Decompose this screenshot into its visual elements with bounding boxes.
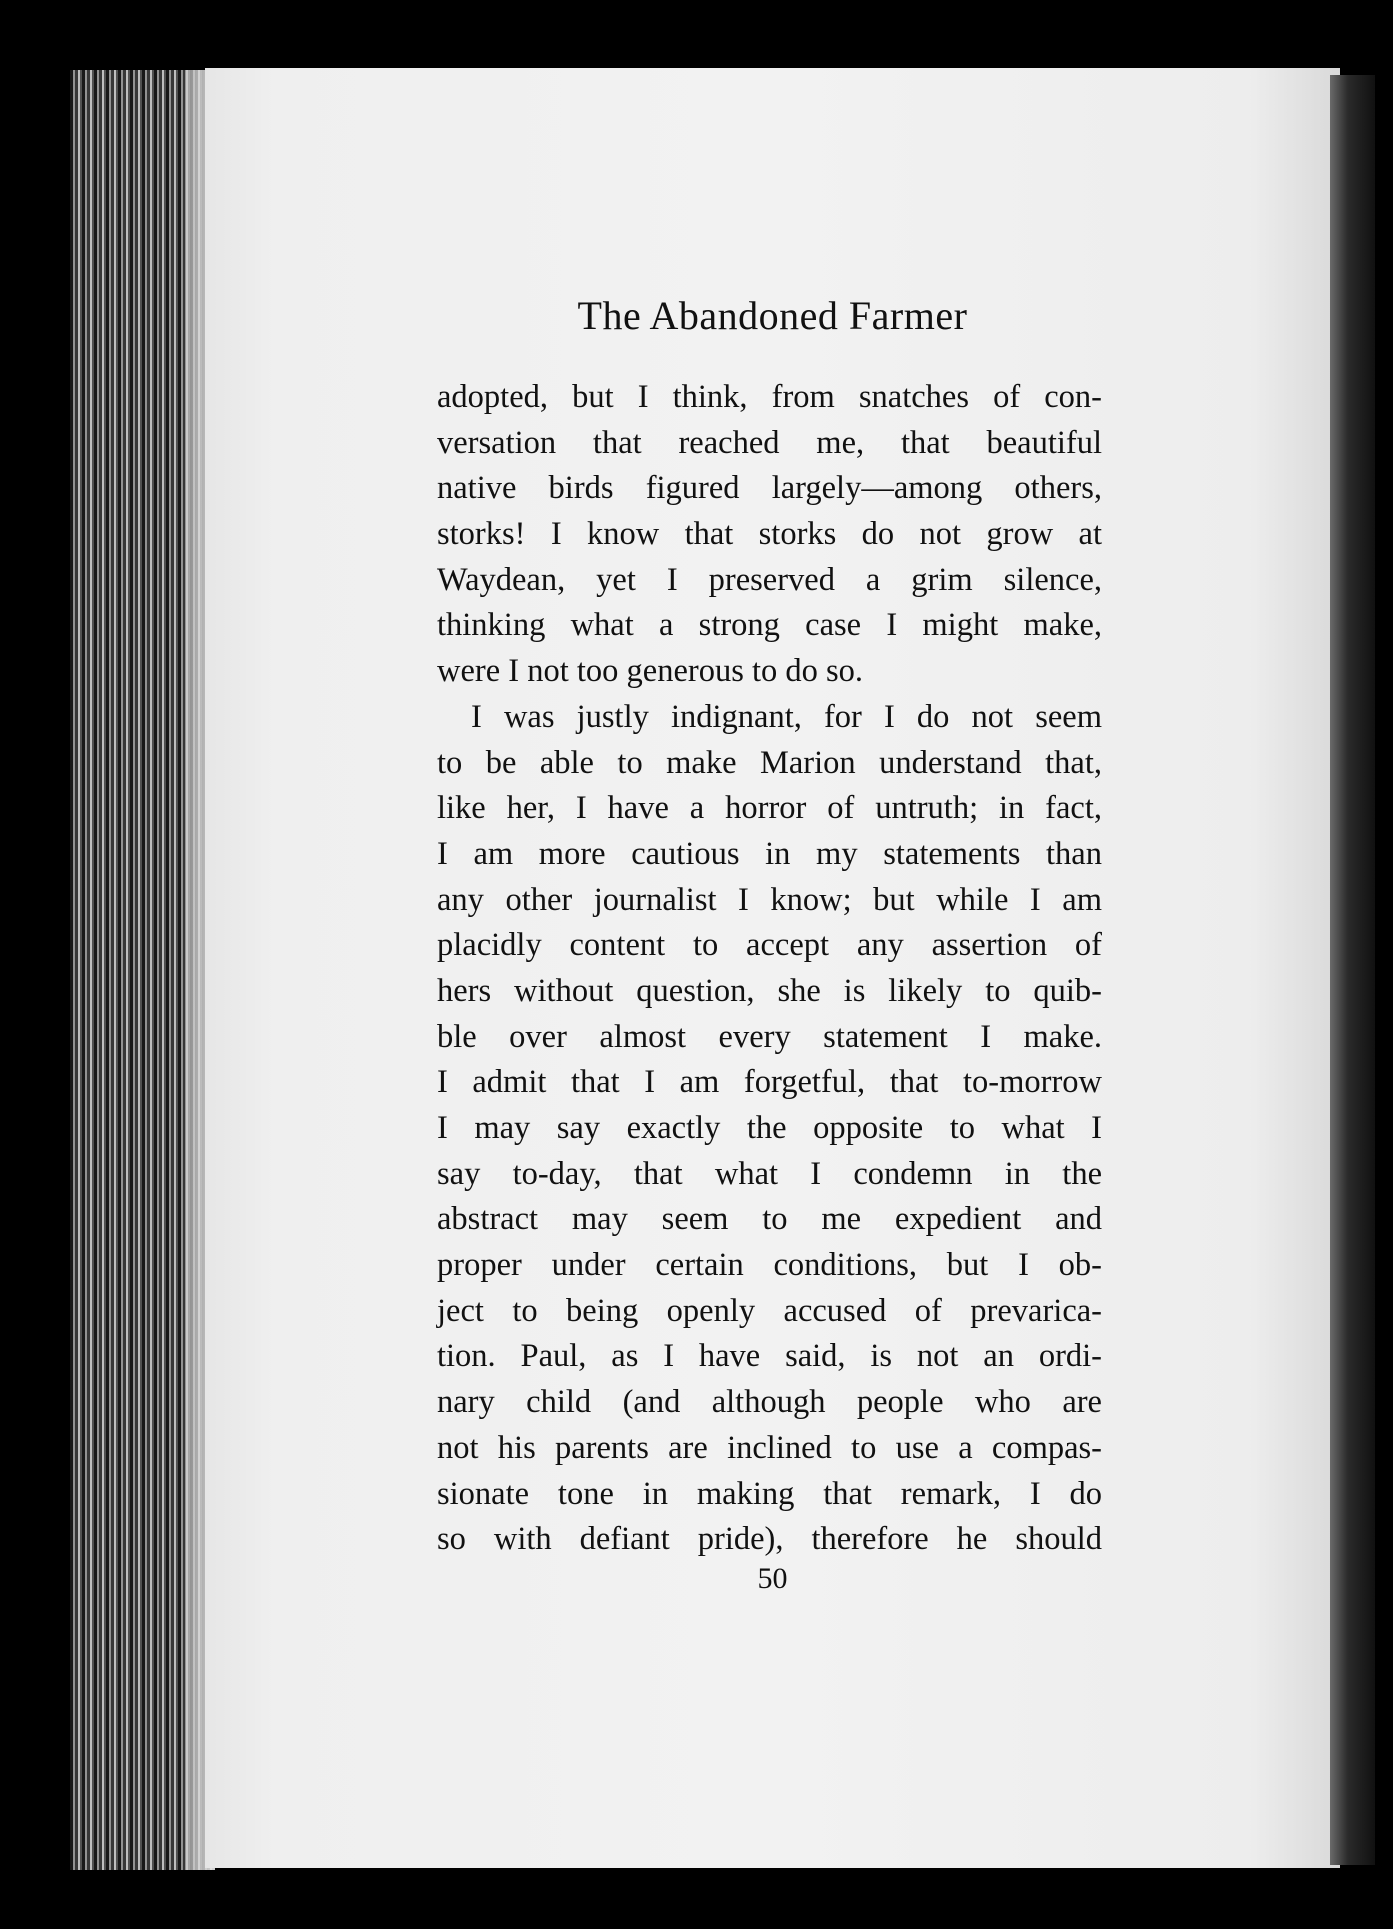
text-line: were I not too generous to do so. xyxy=(437,653,864,690)
text-line: to be able to make Marion understand that, xyxy=(437,744,1102,781)
text-line: like her, I have a horror of untruth; in fact, xyxy=(437,790,1102,827)
paragraph-2 xyxy=(437,695,1102,1563)
text-line: I am more cautious in my statements than xyxy=(437,835,1102,872)
text-line: any other journalist I know; but while I am xyxy=(437,881,1102,918)
text-line: ble over almost every statement I make. xyxy=(437,1018,1102,1055)
text-line: hers without question, she is likely to quib- xyxy=(437,972,1102,1009)
text-line: so with defiant pride), therefore he should xyxy=(437,1521,1102,1558)
paragraph-1 xyxy=(437,375,1102,695)
text-line: tion. Paul, as I have said, is not an ordi- xyxy=(437,1338,1102,1375)
text-line: I admit that I am forgetful, that to-morrow xyxy=(437,1064,1102,1101)
book-right-edge xyxy=(1330,75,1375,1865)
text-line: thinking what a strong case I might make, xyxy=(437,607,1102,644)
running-head: The Abandoned Farmer xyxy=(577,293,968,338)
text-line: sionate tone in making that remark, I do xyxy=(437,1475,1102,1512)
body-text xyxy=(437,375,1102,1563)
text-line: Waydean, yet I preserved a grim silence, xyxy=(437,561,1102,598)
text-line: I may say exactly the opposite to what I xyxy=(437,1110,1102,1146)
text-line: storks! I know that storks do not grow at xyxy=(437,516,1102,553)
text-line: nary child (and although people who are xyxy=(437,1384,1102,1421)
text-line: native birds figured largely—among others, xyxy=(437,470,1102,507)
text-line: placidly content to accept any assertion of xyxy=(437,927,1102,964)
text-line: adopted, but I think, from snatches of con- xyxy=(437,379,1102,415)
text-line: proper under certain conditions, but I ob- xyxy=(437,1247,1102,1284)
text-line: not his parents are inclined to use a compas- xyxy=(437,1429,1102,1466)
text-line: I was justly indignant, for I do not seem xyxy=(471,698,1102,735)
text-line: abstract may seem to me expedient and xyxy=(437,1201,1102,1238)
book-page-edges xyxy=(70,70,215,1870)
page-number: 50 xyxy=(757,1562,788,1595)
text-line: say to-day, that what I condemn in the xyxy=(437,1155,1102,1192)
text-line: ject to being openly accused of prevarica- xyxy=(437,1292,1102,1329)
text-line: versation that reached me, that beautiful xyxy=(437,424,1102,461)
